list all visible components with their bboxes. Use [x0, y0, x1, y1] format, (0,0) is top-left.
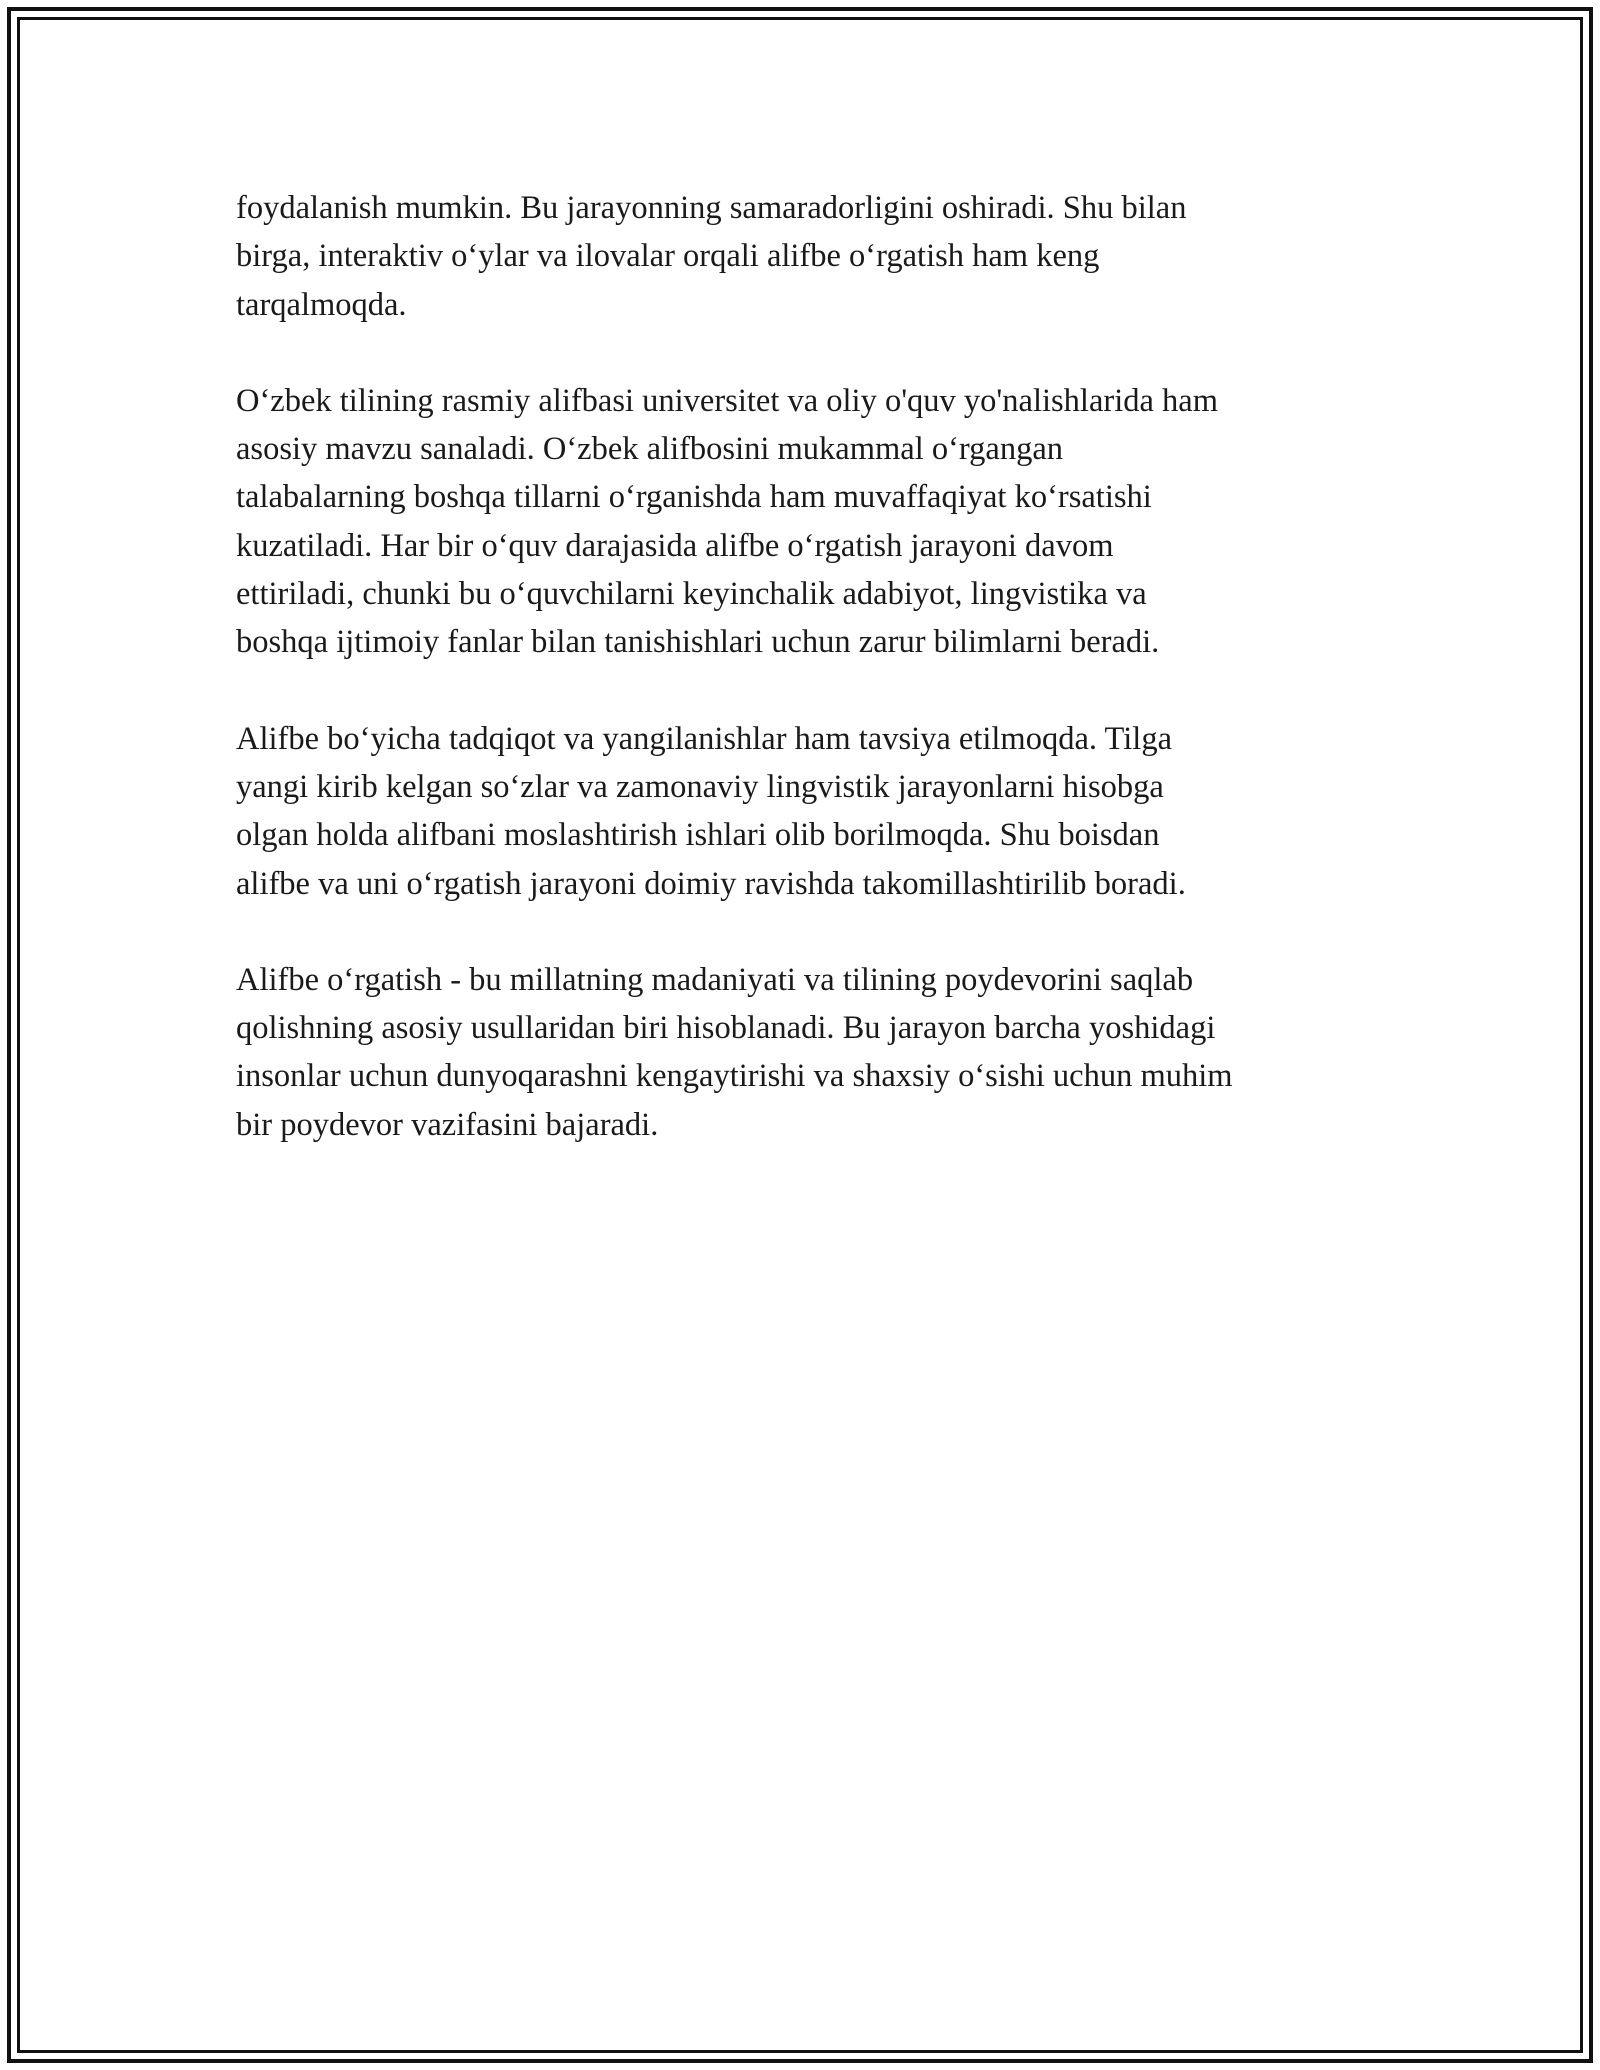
- text-line: insonlar uchun dunyoqarashni kengaytirishi va shaxsiy o‘sishi uchun muhim: [236, 1058, 1233, 1095]
- text-line: talabalarning boshqa tillarni o‘rganishda ham muvaffaqiyat ko‘rsatishi: [236, 479, 1152, 516]
- paragraph-3: [236, 715, 1366, 908]
- paragraph-2: [236, 377, 1366, 667]
- text-line: Alifbe bo‘yicha tadqiqot va yangilanishlar ham tavsiya etilmoqda. Tilga: [236, 720, 1172, 757]
- text-line: Alifbe o‘rgatish - bu millatning madaniyati va tilining poydevorini saqlab: [236, 961, 1194, 998]
- text-line: yangi kirib kelgan so‘zlar va zamonaviy lingvistik jarayonlarni hisobga: [236, 768, 1164, 805]
- text-line: alifbe va uni o‘rgatish jarayoni doimiy ravishda takomillashtirilib boradi.: [236, 865, 1186, 902]
- text-line: tarqalmoqda.: [236, 286, 407, 323]
- text-line: bir poydevor vazifasini bajaradi.: [236, 1106, 659, 1143]
- text-line: foydalanish mumkin. Bu jarayonning samaradorligini oshiradi. Shu bilan: [236, 190, 1187, 226]
- document-body: [236, 184, 1366, 1197]
- text-line: birga, interaktiv o‘ylar va ilovalar orqali alifbe o‘rgatish ham keng: [236, 238, 1100, 275]
- text-line: olgan holda alifbani moslashtirish ishlari olib borilmoqda. Shu boisdan: [236, 817, 1160, 854]
- text-line: qolishning asosiy usullaridan biri hisoblanadi. Bu jarayon barcha yoshidagi: [236, 1010, 1216, 1047]
- text-line: ettiriladi, chunki bu o‘quvchilarni keyinchalik adabiyot, lingvistika va: [236, 576, 1147, 613]
- text-line: boshqa ijtimoiy fanlar bilan tanishishlari uchun zarur bilimlarni beradi.: [236, 624, 1160, 661]
- paragraph-4: [236, 956, 1366, 1149]
- text-line: kuzatiladi. Har bir o‘quv darajasida alifbe o‘rgatish jarayoni davom: [236, 527, 1114, 564]
- paragraph-1: [236, 184, 1366, 329]
- text-line: O‘zbek tilining rasmiy alifbasi universitet va oliy o'quv yo'nalishlarida ham: [236, 382, 1218, 419]
- text-line: asosiy mavzu sanaladi. O‘zbek alifbosini mukammal o‘rgangan: [236, 431, 1064, 468]
